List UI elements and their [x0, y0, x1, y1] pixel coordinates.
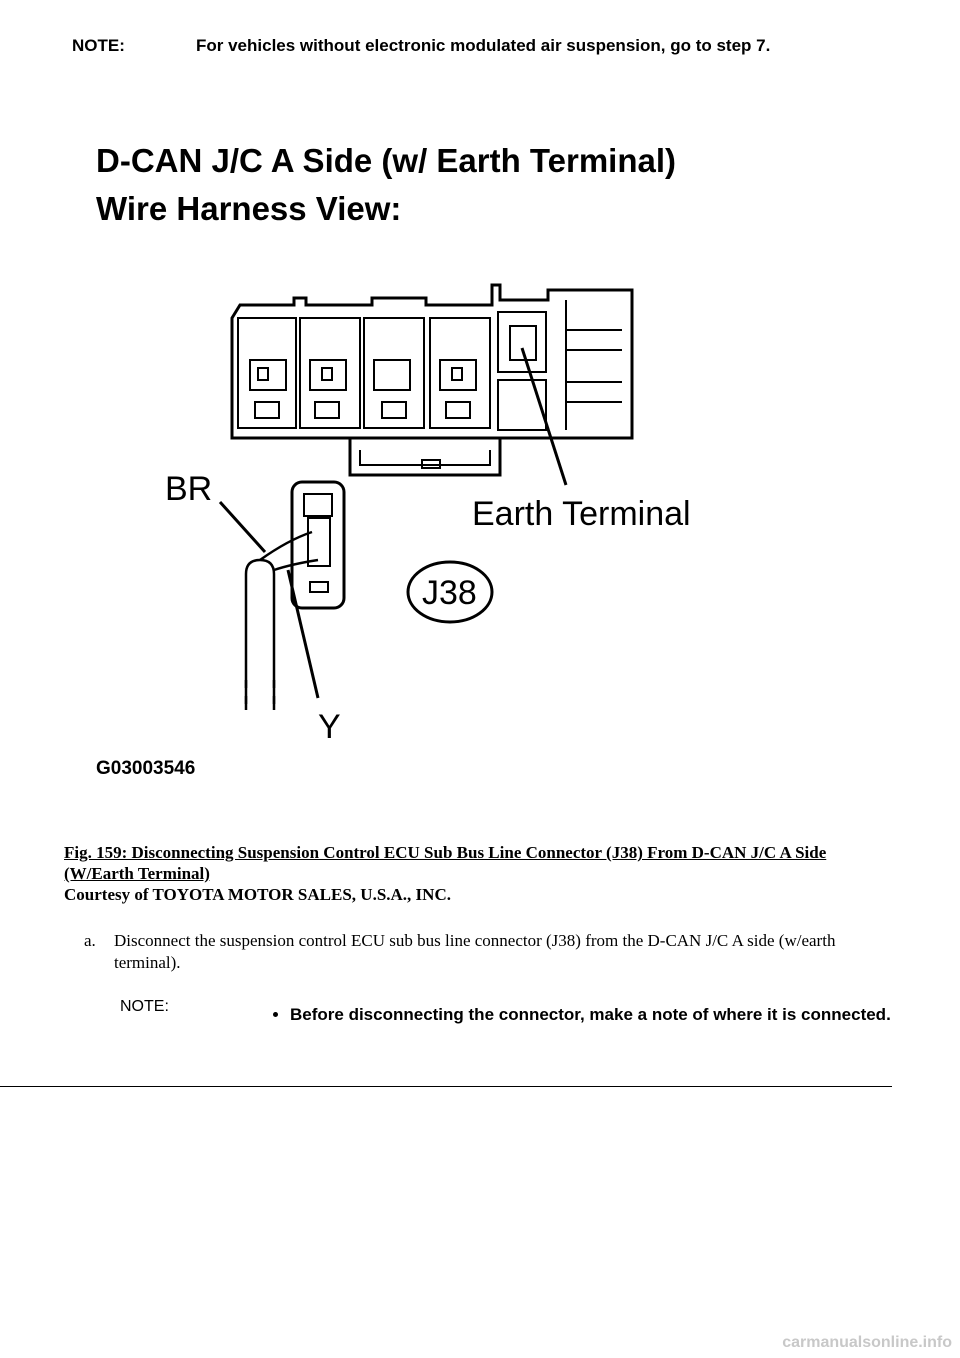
- step-text: Disconnect the suspension control ECU sub bus line connector (J38) from the D-CAN J/C A side (w/earth terminal).: [114, 931, 836, 972]
- wire-color-br-label: BR: [165, 470, 213, 508]
- page-divider: [0, 1086, 892, 1087]
- note-bullet: • Before disconnecting the connector, make a note of where it is connected.: [290, 1004, 910, 1026]
- connector-diagram: [60, 120, 780, 800]
- earth-terminal-label: Earth Terminal: [472, 495, 691, 533]
- caption-title[interactable]: Fig. 159: Disconnecting Suspension Control ECU Sub Bus Line Connector (J38) From D-CAN J/C A Side (W/Earth Terminal): [64, 843, 827, 883]
- br-leader: [220, 502, 265, 552]
- watermark: carmanualsonline.info: [782, 1334, 952, 1351]
- figure-title-line1: D-CAN J/C A Side (w/ Earth Terminal): [96, 142, 677, 179]
- caption-courtesy: Courtesy of TOYOTA MOTOR SALES, U.S.A., INC.: [64, 885, 451, 904]
- top-note-label: NOTE:: [72, 36, 125, 55]
- top-note-text: For vehicles without electronic modulated air suspension, go to step 7.: [196, 36, 771, 55]
- wire-color-y-label: Y: [318, 708, 341, 746]
- step-marker: a.: [84, 931, 96, 950]
- sub-bus-plug: [292, 482, 344, 608]
- y-leader: [288, 570, 318, 698]
- note-list: [270, 1004, 910, 1026]
- note-label: NOTE:: [120, 998, 169, 1015]
- connector-illustration: [60, 120, 780, 800]
- connector-id-label: J38: [422, 574, 477, 612]
- figure-caption: [64, 842, 894, 905]
- earth-terminal-leader: [522, 348, 566, 485]
- junction-connector: [232, 285, 632, 475]
- figure-id: G03003546: [96, 758, 196, 779]
- figure-title-line2: Wire Harness View:: [96, 190, 402, 227]
